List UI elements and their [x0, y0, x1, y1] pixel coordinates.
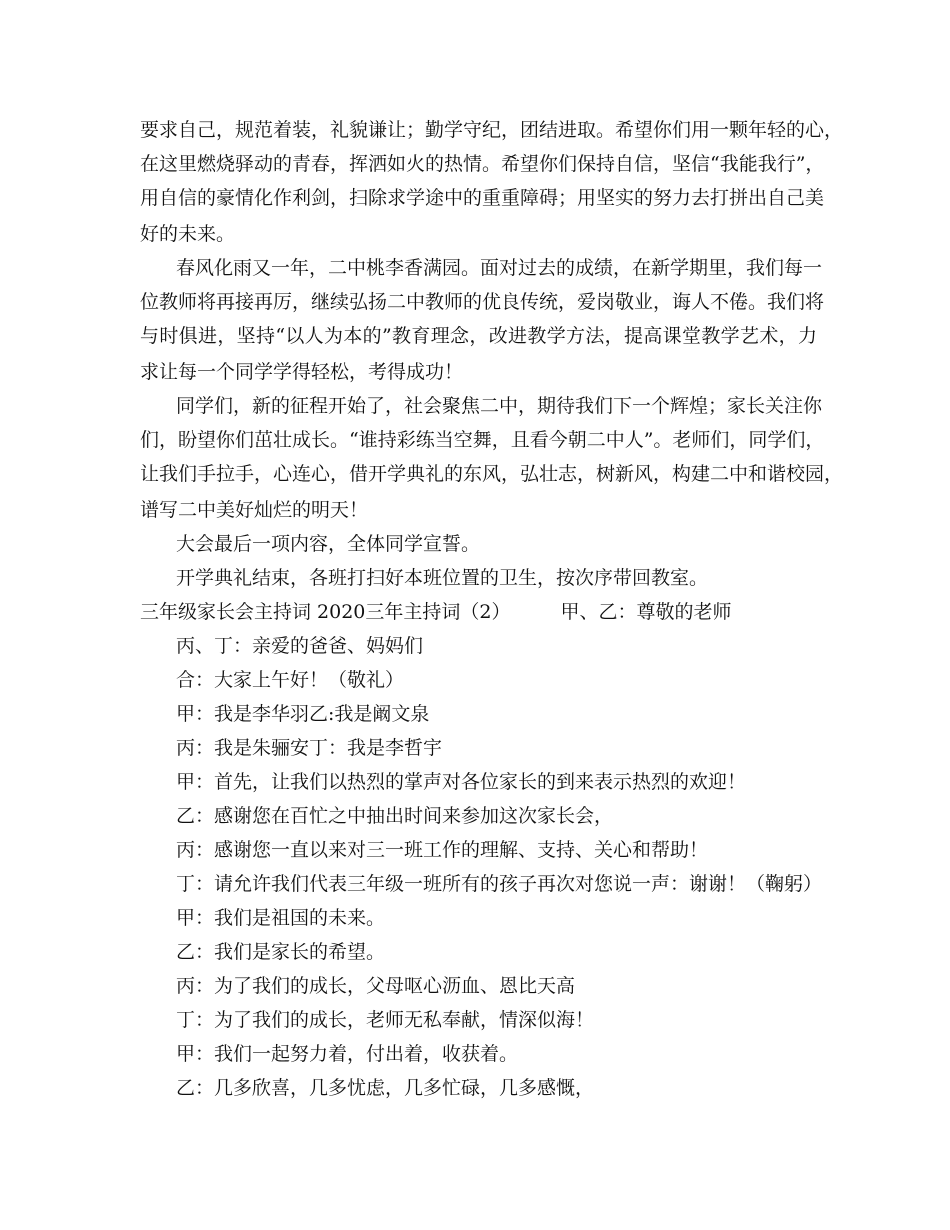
dialogue-line: 丙、丁：亲爱的爸爸、妈妈们	[176, 635, 424, 657]
dialogue-line: 丙：感谢您一直以来对三一班工作的理解、支持、关心和帮助！	[176, 839, 709, 861]
dialogue-line: 丁：为了我们的成长，老师无私奉献，情深似海！	[176, 1009, 595, 1031]
dialogue-line: 丙：我是朱骊安丁：我是李哲宇	[176, 737, 443, 759]
paragraph-1-line-1: 要求自己，规范着装，礼貌谦让；勤学守纪，团结进取。希望你们用一颗年轻的心，	[140, 119, 844, 141]
dialogue-line: 甲：我是李华羽乙:我是阚文泉	[176, 703, 430, 725]
paragraph-4: 大会最后一项内容，全体同学宣誓。	[176, 533, 481, 555]
paragraph-3-line-2: 们，盼望你们茁壮成长。“谁持彩练当空舞，且看今朝二中人”。老师们，同学们，	[140, 429, 825, 451]
paragraph-1-line-2: 在这里燃烧驿动的青春，挥洒如火的热情。希望你们保持自信，坚信“我能我行”，	[140, 153, 825, 175]
dialogue-line: 甲：首先，让我们以热烈的掌声对各位家长的到来表示热烈的欢迎！	[176, 771, 747, 793]
paragraph-2-line-1: 春风化雨又一年，二中桃李香满园。面对过去的成绩，在新学期里，我们每一	[176, 257, 823, 279]
paragraph-3-line-1: 同学们，新的征程开始了，社会聚焦二中，期待我们下一个辉煌；家长关注你	[176, 395, 823, 417]
dialogue-line: 丁：请允许我们代表三年级一班所有的孩子再次对您说一声：谢谢！（鞠躬）	[176, 873, 823, 895]
dialogue-line: 乙：几多欣喜，几多忧虑，几多忙碌，几多感慨，	[176, 1077, 595, 1099]
paragraph-2-line-3: 与时俱进，坚持“以人为本的”教育理念，改进教学方法，提高课堂教学艺术，力	[140, 325, 817, 347]
paragraph-5: 开学典礼结束，各班打扫好本班位置的卫生，按次序带回教室。	[176, 567, 709, 589]
paragraph-3-line-3: 让我们手拉手，心连心，借开学典礼的东风，弘壮志，树新风，构建二中和谐校园，	[140, 463, 844, 485]
section-heading	[140, 600, 732, 624]
paragraph-1-line-4: 好的未来。	[140, 223, 236, 245]
dialogue-line: 甲：我们一起努力着，付出着，收获着。	[176, 1043, 519, 1065]
paragraph-1-line-3: 用自信的豪情化作利剑，扫除求学途中的重重障碍；用坚实的努力去打拼出自己美	[140, 187, 825, 209]
dialogue-line: 乙：我们是家长的希望。	[176, 941, 386, 963]
paragraph-2-line-4: 求让每一个同学学得轻松，考得成功！	[140, 361, 464, 383]
dialogue-line: 甲：我们是祖国的未来。	[176, 907, 386, 929]
dialogue-line: 合：大家上午好！（敬礼）	[176, 669, 405, 691]
section-heading-greeting: 甲、乙：尊敬的老师	[560, 601, 732, 623]
dialogue-line: 丙：为了我们的成长，父母呕心沥血、恩比天高	[176, 975, 576, 997]
paragraph-2-line-2: 位教师将再接再厉，继续弘扬二中教师的优良传统，爱岗敬业，诲人不倦。我们将	[140, 291, 825, 313]
dialogue-line: 乙：感谢您在百忙之中抽出时间来参加这次家长会，	[176, 805, 614, 827]
section-heading-title: 三年级家长会主持词 2020三年主持词（2）	[140, 601, 511, 623]
paragraph-3-line-4: 谱写二中美好灿烂的明天！	[140, 499, 369, 521]
